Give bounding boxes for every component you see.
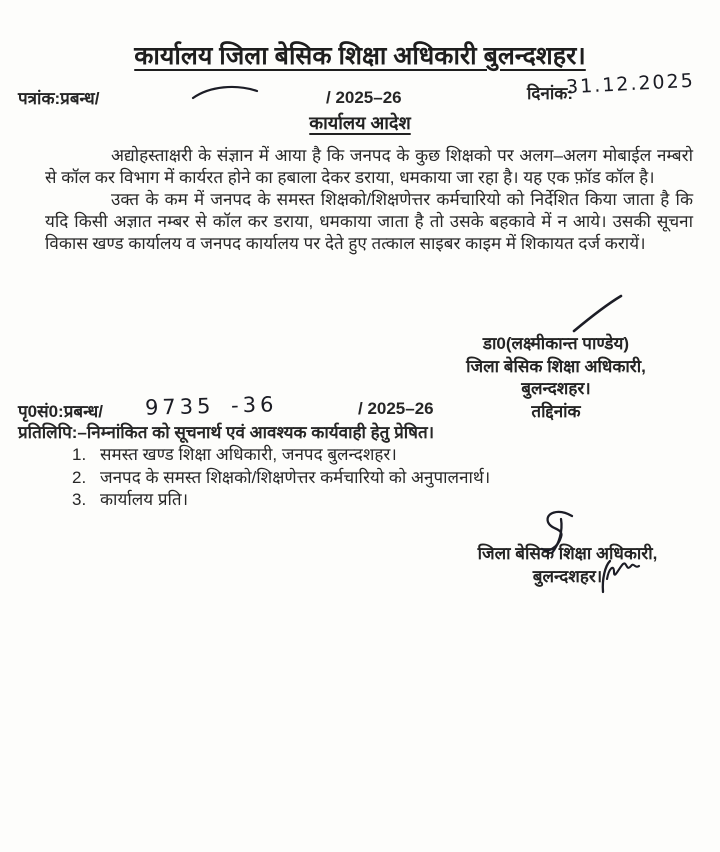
- letter-ref-year: / 2025–26: [326, 88, 402, 107]
- dispatch-ref-label: पृ0सं0:प्रबन्ध/: [18, 402, 103, 421]
- list-item-text: समस्त खण्ड शिक्षा अधिकारी, जनपद बुलन्दशहर।: [100, 445, 397, 464]
- list-item-number: 3.: [72, 490, 87, 509]
- list-item: [72, 444, 672, 467]
- handwritten-date: 31.12.2025: [565, 69, 696, 99]
- office-title: कार्यालय जिला बेसिक शिक्षा अधिकारी बुलन्दशहर।: [134, 42, 586, 70]
- date-label: दिनांक:: [527, 84, 573, 103]
- letter-ref-label: पत्रांक:प्रबन्ध/: [18, 89, 100, 108]
- signatory-same-date: तद्दिनांक: [531, 401, 581, 421]
- list-item: [72, 467, 672, 490]
- signatory-designation: जिला बेसिक शिक्षा अधिकारी,: [466, 356, 646, 376]
- list-item-text: जनपद के समस्त शिक्षको/शिक्षणेत्तर कर्मचारियो को अनुपालनार्थ।: [100, 467, 491, 487]
- signatory-place: बुलन्दशहर।: [521, 379, 591, 398]
- list-item: [72, 489, 672, 512]
- signatory-name: डा0(लक्ष्मीकान्त पाण्डेय): [482, 334, 630, 353]
- footer-signatory-designation: जिला बेसिक शिक्षा अधिकारी,: [477, 544, 658, 563]
- signature-stroke: [574, 296, 621, 331]
- footer-signatory-place: बुलन्दशहर।: [532, 567, 603, 586]
- paragraph-2: उक्त के कम में जनपद के समस्त शिक्षको/शिक्षणेत्तर कर्मचारियो को निर्देशित किया जाता है कि यदि किसी अज्ञात नम्बर से कॉल कर डराया, धमकाया जाता है तो उसके बहकावे में न आये। उसकी सूचना विकास खण्ड कार्यालय व जनपद कार्यालय पर देते हुए तत्काल साइबर काइम में शिकायत दर्ज करायें।: [45, 190, 693, 253]
- order-heading: कार्यालय आदेश: [309, 113, 411, 133]
- order-body: [45, 145, 693, 255]
- list-item-text: कार्यालय प्रति।: [100, 490, 189, 509]
- list-item-number: 2.: [72, 467, 87, 487]
- dispatch-year: / 2025–26: [358, 399, 434, 418]
- paragraph-1: अद्योहस्ताक्षरी के संज्ञान में आया है कि जनपद के कुछ शिक्षको पर अलग–अलग मोबाईल नम्बरो से कॉल कर विभाग में कार्यरत होने का हबाला देकर डराया, धमकाया जा रहा है। यह एक फ़ॉड कॉल है।: [45, 146, 693, 187]
- signatory-block: [420, 333, 692, 423]
- footer-signatory-block: [450, 542, 685, 588]
- handwritten-dispatch-number: 9735 -36: [144, 392, 278, 420]
- list-item-number: 1.: [72, 445, 87, 464]
- handwritten-flourish: [193, 87, 257, 98]
- copy-to-list: [72, 444, 672, 512]
- copy-to-heading: प्रतिलिपि:–निम्नांकित को सूचनार्थ एवं आवश्यक कार्यवाही हेतु प्रेषित।: [18, 423, 435, 442]
